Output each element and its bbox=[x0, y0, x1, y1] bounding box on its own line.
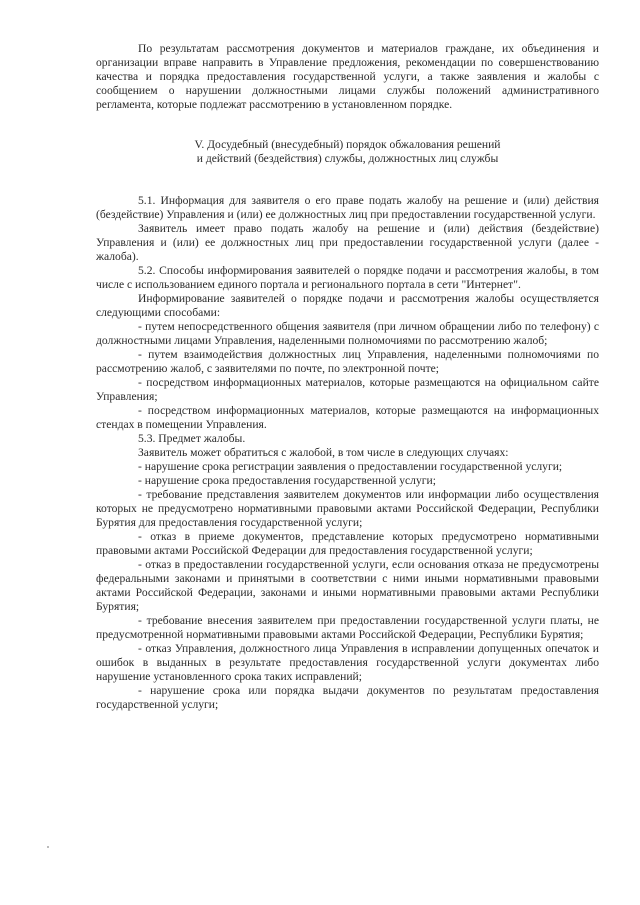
paragraph-right-to-complain: Заявитель имеет право подать жалобу на решение и (или) действия (бездействие) Управления и (или) ее должностных лиц при предоставлении государственной услуги (далее - жалоба). bbox=[96, 222, 599, 263]
scan-speck bbox=[47, 846, 49, 848]
list-item-website: - посредством информационных материалов, которые размещаются на официальном сайте Управления; bbox=[96, 376, 599, 403]
list-item-service-term: - нарушение срока предоставления государственной услуги; bbox=[138, 474, 436, 487]
intro-paragraph: По результатам рассмотрения документов и материалов граждане, их объединения и организации вправе направить в Управление предложения, рекомендации по совершенствованию качества и порядка предоставления государственной услуги, а также заявления и жалобы с сообщением о нарушении должностными лицами службы положений административного регламента, которые подлежат рассмотрению в установленном порядке. bbox=[96, 42, 599, 111]
section-heading-line-2: и действий (бездействия) службы, должностных лиц службы bbox=[196, 152, 499, 165]
list-item-refusal-service: - отказ в предоставлении государственной услуги, если основания отказа не предусмотрены федеральными законами и принятыми в соответствии с ними иными нормативными правовыми актами Российской Федерации, законами и иными нормативными правовыми актами Республики Бурятия; bbox=[96, 558, 599, 613]
section-heading-line-1: V. Досудебный (внесудебный) порядок обжалования решений bbox=[194, 138, 501, 151]
paragraph-5-3: 5.3. Предмет жалобы. bbox=[138, 432, 246, 445]
list-item-mail: - путем взаимодействия должностных лиц Управления, наделенными полномочиями по рассмотрению жалоб, с заявителями по почте, по электронной почте; bbox=[96, 348, 599, 375]
paragraph-5-1: 5.1. Информация для заявителя о его праве подать жалобу на решение и (или) действия (бездействие) Управления и (или) ее должностных лиц при предоставлении государственной услуги. bbox=[96, 194, 599, 221]
paragraph-cases-intro: Заявитель может обратиться с жалобой, в том числе в следующих случаях: bbox=[138, 446, 509, 459]
list-item-correction-refusal: - отказ Управления, должностного лица Управления в исправлении допущенных опечаток и ошибок в выданных в результате предоставления государственной услуги документах либо нарушение установленного срока таких исправлений; bbox=[96, 642, 599, 683]
list-item-direct-contact: - путем непосредственного общения заявителя (при личном обращении либо по телефону) с должностными лицами Управления, наделенными полномочиями по рассмотрению жалоб; bbox=[96, 320, 599, 347]
document-page bbox=[96, 42, 599, 712]
list-item-refusal-acceptance: - отказ в приеме документов, представление которых предусмотрено нормативными правовыми актами Российской Федерации для предоставления государственной услуги; bbox=[96, 530, 599, 557]
list-item-stands: - посредством информационных материалов, которые размещаются на информационных стендах в помещении Управления. bbox=[96, 404, 599, 431]
paragraph-informing: Информирование заявителей о порядке подачи и рассмотрения жалобы осуществляется следующими способами: bbox=[96, 292, 599, 319]
list-item-registration-term: - нарушение срока регистрации заявления о предоставлении государственной услуги; bbox=[138, 460, 563, 473]
section-heading bbox=[96, 138, 599, 166]
list-item-document-demand: - требование представления заявителем документов или информации либо осуществления которых не предусмотрено нормативными правовыми актами Российской Федерации, Республики Бурятия для предоставления государственной услуги; bbox=[96, 488, 599, 529]
paragraph-5-2: 5.2. Способы информирования заявителей о порядке подачи и рассмотрения жалобы, в том числе с использованием единого портала и регионального портала в сети "Интернет". bbox=[96, 264, 599, 291]
list-item-fee-demand: - требование внесения заявителем при предоставлении государственной услуги платы, не предусмотренной нормативными правовыми актами Российской Федерации, Республики Бурятия; bbox=[96, 614, 599, 641]
list-item-issue-term: - нарушение срока или порядка выдачи документов по результатам предоставления государственной услуги; bbox=[96, 684, 599, 711]
